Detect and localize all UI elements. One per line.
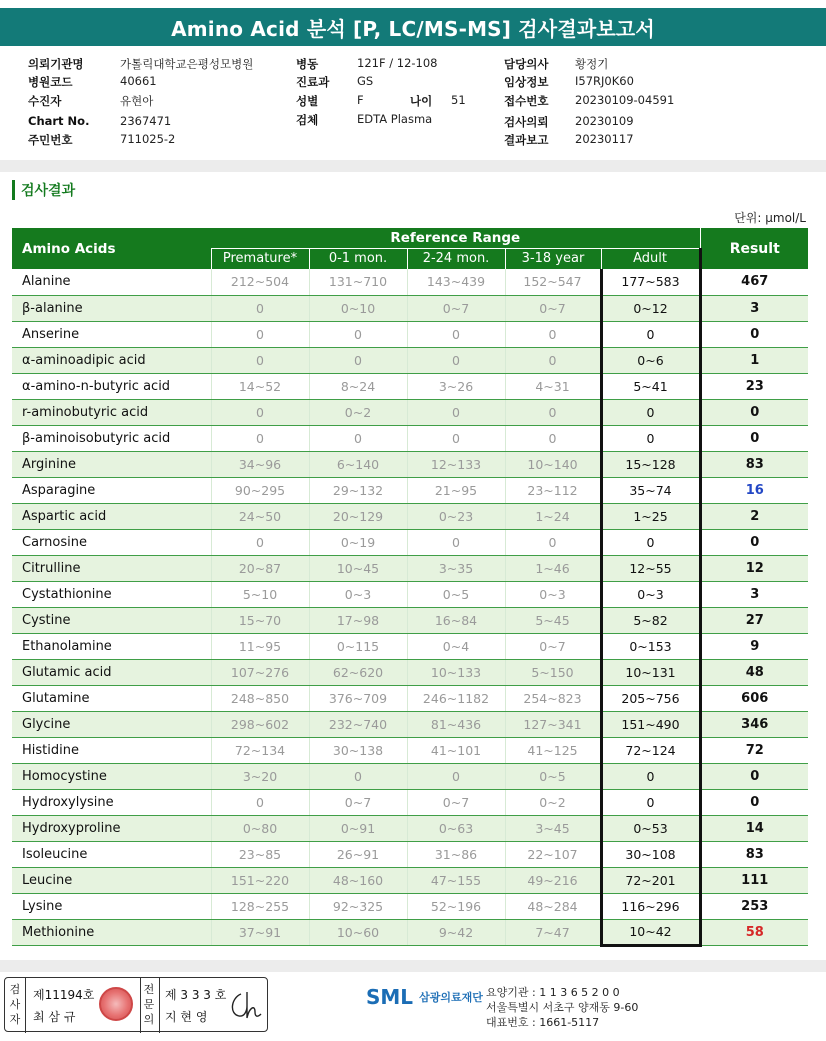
- reference-range-cell: 0~115: [309, 633, 407, 659]
- reference-range-cell: 248~850: [211, 685, 309, 711]
- reference-range-cell: 0: [309, 763, 407, 789]
- reference-range-cell: 0~2: [309, 399, 407, 425]
- amino-acid-name: Alanine: [12, 269, 211, 295]
- reference-range-cell: 5~10: [211, 581, 309, 607]
- reference-range-cell: 92~325: [309, 893, 407, 919]
- reference-range-cell: 3~45: [505, 815, 601, 841]
- result-value: 72: [700, 737, 808, 763]
- expert-name: 지 현 영: [165, 1010, 208, 1024]
- result-value: 3: [700, 581, 808, 607]
- reference-range-cell: 0: [211, 789, 309, 815]
- subheader-range-1: 0-1 mon.: [309, 248, 407, 269]
- header-reference-range: Reference Range: [211, 228, 700, 248]
- reference-range-cell: 254~823: [505, 685, 601, 711]
- divider: [159, 978, 160, 1033]
- address-line: 대표번호 : 1661-5117: [486, 1016, 600, 1029]
- info-value: 711025-2: [120, 132, 176, 146]
- reference-range-cell: 152~547: [505, 269, 601, 295]
- reference-range-cell: 7~47: [505, 919, 601, 945]
- amino-acid-name: Citrulline: [12, 555, 211, 581]
- reference-range-cell: 4~31: [505, 373, 601, 399]
- table-row: [12, 867, 808, 893]
- info-label: 수진자: [28, 94, 62, 108]
- reference-range-cell: 22~107: [505, 841, 601, 867]
- amino-acid-name: β-aminoisobutyric acid: [12, 425, 211, 451]
- result-value: 0: [700, 425, 808, 451]
- reference-range-cell: 10~133: [407, 659, 505, 685]
- report-title: Amino Acid 분석 [P, LC/MS-MS] 검사결과보고서: [0, 8, 826, 46]
- reference-range-cell: 16~84: [407, 607, 505, 633]
- adult-range-cell: 15~128: [601, 451, 700, 477]
- table-row: [12, 659, 808, 685]
- adult-range-cell: 0: [601, 529, 700, 555]
- subheader-range-2: 2-24 mon.: [407, 248, 505, 269]
- result-value: 83: [700, 451, 808, 477]
- reference-range-cell: 0: [505, 321, 601, 347]
- adult-range-cell: 1~25: [601, 503, 700, 529]
- age-label: 나이: [410, 94, 433, 108]
- table-row: [12, 893, 808, 919]
- reference-range-cell: 0: [505, 425, 601, 451]
- result-value: 3: [700, 295, 808, 321]
- divider: [25, 978, 26, 1033]
- reference-range-cell: 128~255: [211, 893, 309, 919]
- reference-range-cell: 0: [407, 347, 505, 373]
- info-label: Chart No.: [28, 114, 90, 128]
- reference-range-cell: 10~140: [505, 451, 601, 477]
- result-value: 23: [700, 373, 808, 399]
- info-label: 진료과: [296, 75, 330, 89]
- reference-range-cell: 41~101: [407, 737, 505, 763]
- address-line: 서울특별시 서초구 양재동 9-60: [486, 1001, 639, 1014]
- reference-range-cell: 143~439: [407, 269, 505, 295]
- amino-acid-name: r-aminobutyric acid: [12, 399, 211, 425]
- reference-range-cell: 151~220: [211, 867, 309, 893]
- reference-range-cell: 3~26: [407, 373, 505, 399]
- amino-acid-name: Anserine: [12, 321, 211, 347]
- result-value: 0: [700, 321, 808, 347]
- reference-range-cell: 21~95: [407, 477, 505, 503]
- adult-range-cell: 0: [601, 399, 700, 425]
- info-value: F: [357, 93, 364, 107]
- info-value: 20230117: [575, 132, 634, 146]
- info-label: 결과보고: [504, 133, 549, 147]
- reference-range-cell: 107~276: [211, 659, 309, 685]
- result-value: 1: [700, 347, 808, 373]
- info-label: 성별: [296, 94, 319, 108]
- table-row: [12, 763, 808, 789]
- adult-range-cell: 72~124: [601, 737, 700, 763]
- info-value: 2367471: [120, 114, 172, 128]
- divider: [140, 978, 141, 1033]
- info-label: 담당의사: [504, 57, 549, 71]
- adult-range-cell: 177~583: [601, 269, 700, 295]
- result-value: 111: [700, 867, 808, 893]
- adult-range-cell: 5~41: [601, 373, 700, 399]
- result-value: 9: [700, 633, 808, 659]
- reference-range-cell: 23~85: [211, 841, 309, 867]
- reference-range-cell: 30~138: [309, 737, 407, 763]
- reference-range-cell: 34~96: [211, 451, 309, 477]
- reference-range-cell: 0~23: [407, 503, 505, 529]
- subheader-range-3: 3-18 year: [505, 248, 601, 269]
- result-value: 253: [700, 893, 808, 919]
- reference-range-cell: 72~134: [211, 737, 309, 763]
- section-header: [12, 180, 75, 200]
- result-value: 16: [700, 477, 808, 503]
- info-label: 검사의뢰: [504, 115, 549, 129]
- age-value: 51: [451, 93, 466, 107]
- patient-info: [0, 54, 826, 154]
- reference-range-cell: 0~3: [505, 581, 601, 607]
- info-label: 임상정보: [504, 75, 549, 89]
- table-row: [12, 633, 808, 659]
- adult-range-cell: 0: [601, 763, 700, 789]
- result-value: 346: [700, 711, 808, 737]
- reference-range-cell: 20~87: [211, 555, 309, 581]
- amino-acid-name: Aspartic acid: [12, 503, 211, 529]
- reference-range-cell: 0: [211, 529, 309, 555]
- reference-range-cell: 17~98: [309, 607, 407, 633]
- adult-range-cell: 0~53: [601, 815, 700, 841]
- table-row: [12, 425, 808, 451]
- amino-acid-name: Histidine: [12, 737, 211, 763]
- adult-range-cell: 0~12: [601, 295, 700, 321]
- reference-range-cell: 15~70: [211, 607, 309, 633]
- result-value: 2: [700, 503, 808, 529]
- info-value: 20230109-04591: [575, 93, 675, 107]
- reference-range-cell: 0~10: [309, 295, 407, 321]
- table-row: [12, 451, 808, 477]
- reference-range-cell: 0: [211, 425, 309, 451]
- reference-range-cell: 3~20: [211, 763, 309, 789]
- subheader-adult: Adult: [601, 248, 700, 269]
- reference-range-cell: 0: [407, 763, 505, 789]
- amino-acid-name: Lysine: [12, 893, 211, 919]
- adult-range-cell: 72~201: [601, 867, 700, 893]
- adult-range-cell: 205~756: [601, 685, 700, 711]
- reference-range-cell: 0: [505, 399, 601, 425]
- company-address: [486, 985, 638, 1030]
- reference-range-cell: 10~60: [309, 919, 407, 945]
- amino-acid-name: Leucine: [12, 867, 211, 893]
- info-value: 유현아: [120, 94, 154, 108]
- amino-acid-name: β-alanine: [12, 295, 211, 321]
- amino-acid-name: Ethanolamine: [12, 633, 211, 659]
- footer-divider: [0, 960, 826, 972]
- expert-license: 제 3 3 3 호: [165, 988, 227, 1002]
- reference-range-cell: 0~5: [407, 581, 505, 607]
- header-amino-acids: Amino Acids: [12, 228, 211, 269]
- reference-range-cell: 5~150: [505, 659, 601, 685]
- reference-range-cell: 14~52: [211, 373, 309, 399]
- results-table: [12, 228, 808, 947]
- reference-range-cell: 0~5: [505, 763, 601, 789]
- reference-range-cell: 24~50: [211, 503, 309, 529]
- info-divider: [0, 160, 826, 172]
- signature-box: [4, 977, 268, 1032]
- info-label: 병동: [296, 57, 319, 71]
- info-value: EDTA Plasma: [357, 112, 433, 126]
- amino-acid-name: Glutamic acid: [12, 659, 211, 685]
- result-value: 58: [700, 919, 808, 945]
- table-row: [12, 399, 808, 425]
- info-label: 접수번호: [504, 94, 549, 108]
- table-row: [12, 347, 808, 373]
- reference-range-cell: 29~132: [309, 477, 407, 503]
- reference-range-cell: 376~709: [309, 685, 407, 711]
- reference-range-cell: 0: [505, 347, 601, 373]
- reference-range-cell: 49~216: [505, 867, 601, 893]
- reference-range-cell: 23~112: [505, 477, 601, 503]
- amino-acid-name: Arginine: [12, 451, 211, 477]
- tester-label: 검 사 자: [9, 983, 21, 1026]
- table-row: [12, 295, 808, 321]
- table-row: [12, 555, 808, 581]
- table-row: [12, 789, 808, 815]
- table-row: [12, 269, 808, 295]
- result-value: 0: [700, 789, 808, 815]
- table-row: [12, 607, 808, 633]
- reference-range-cell: 10~45: [309, 555, 407, 581]
- subheader-range-0: Premature*: [211, 248, 309, 269]
- reference-range-cell: 37~91: [211, 919, 309, 945]
- amino-acid-name: Cystathionine: [12, 581, 211, 607]
- logo-name: 삼광의료재단: [419, 991, 483, 1004]
- amino-acid-name: α-amino-n-butyric acid: [12, 373, 211, 399]
- reference-range-cell: 1~46: [505, 555, 601, 581]
- company-logo: [366, 985, 483, 1009]
- signature-mark: [227, 988, 263, 1022]
- reference-range-cell: 298~602: [211, 711, 309, 737]
- reference-range-cell: 0~7: [309, 789, 407, 815]
- unit-label: 단위: μmol/L: [734, 211, 806, 225]
- amino-acid-name: Carnosine: [12, 529, 211, 555]
- reference-range-cell: 0~2: [505, 789, 601, 815]
- reference-range-cell: 1~24: [505, 503, 601, 529]
- section-title: 검사결과: [21, 183, 76, 199]
- result-value: 12: [700, 555, 808, 581]
- adult-range-cell: 0: [601, 425, 700, 451]
- result-value: 606: [700, 685, 808, 711]
- reference-range-cell: 48~284: [505, 893, 601, 919]
- amino-acid-name: Asparagine: [12, 477, 211, 503]
- reference-range-cell: 0~80: [211, 815, 309, 841]
- reference-range-cell: 0~63: [407, 815, 505, 841]
- tester-license: 제11194호: [33, 988, 95, 1002]
- table-row: [12, 919, 808, 945]
- info-label: 병원코드: [28, 75, 73, 89]
- info-value: I57RJ0K60: [575, 74, 634, 88]
- logo-mark: SML: [366, 985, 414, 1009]
- reference-range-cell: 47~155: [407, 867, 505, 893]
- reference-range-cell: 0: [211, 321, 309, 347]
- reference-range-cell: 246~1182: [407, 685, 505, 711]
- result-value: 14: [700, 815, 808, 841]
- reference-range-cell: 0: [211, 295, 309, 321]
- table-row: [12, 581, 808, 607]
- seal-stamp: [99, 987, 133, 1021]
- reference-range-cell: 11~95: [211, 633, 309, 659]
- info-value: 40661: [120, 74, 157, 88]
- adult-range-cell: 0~153: [601, 633, 700, 659]
- tester-name: 최 삼 규: [33, 1010, 76, 1024]
- info-value: 황정기: [575, 57, 609, 71]
- reference-range-cell: 0~3: [309, 581, 407, 607]
- reference-range-cell: 3~35: [407, 555, 505, 581]
- address-line: 요양기관 : 1 1 3 6 5 2 0 0: [486, 986, 620, 999]
- table-row: [12, 815, 808, 841]
- reference-range-cell: 26~91: [309, 841, 407, 867]
- reference-range-cell: 5~45: [505, 607, 601, 633]
- reference-range-cell: 0: [407, 321, 505, 347]
- reference-range-cell: 131~710: [309, 269, 407, 295]
- info-value: 20230109: [575, 114, 634, 128]
- expert-label: 전 문 의: [143, 983, 155, 1026]
- reference-range-cell: 0~19: [309, 529, 407, 555]
- reference-range-cell: 0~7: [407, 295, 505, 321]
- result-value: 0: [700, 529, 808, 555]
- adult-range-cell: 10~131: [601, 659, 700, 685]
- reference-range-cell: 0: [211, 347, 309, 373]
- result-value: 83: [700, 841, 808, 867]
- reference-range-cell: 0: [309, 321, 407, 347]
- table-row: [12, 841, 808, 867]
- amino-acid-name: Glutamine: [12, 685, 211, 711]
- info-value: 121F / 12-108: [357, 56, 438, 70]
- amino-acid-name: Hydroxyproline: [12, 815, 211, 841]
- reference-range-cell: 41~125: [505, 737, 601, 763]
- adult-range-cell: 30~108: [601, 841, 700, 867]
- adult-range-cell: 5~82: [601, 607, 700, 633]
- result-value: 48: [700, 659, 808, 685]
- info-label: 주민번호: [28, 133, 73, 147]
- reference-range-cell: 48~160: [309, 867, 407, 893]
- reference-range-cell: 0: [309, 347, 407, 373]
- reference-range-cell: 0: [505, 529, 601, 555]
- result-value: 467: [700, 269, 808, 295]
- adult-range-cell: 151~490: [601, 711, 700, 737]
- table-row: [12, 711, 808, 737]
- reference-range-cell: 0~7: [407, 789, 505, 815]
- adult-range-cell: 35~74: [601, 477, 700, 503]
- adult-range-cell: 0: [601, 321, 700, 347]
- amino-acid-name: Hydroxylysine: [12, 789, 211, 815]
- info-label: 검체: [296, 113, 319, 127]
- reference-range-cell: 9~42: [407, 919, 505, 945]
- adult-range-cell: 12~55: [601, 555, 700, 581]
- result-value: 27: [700, 607, 808, 633]
- amino-acid-name: Homocystine: [12, 763, 211, 789]
- adult-range-cell: 0: [601, 789, 700, 815]
- result-value: 0: [700, 399, 808, 425]
- reference-range-cell: 0: [211, 399, 309, 425]
- reference-range-cell: 0~4: [407, 633, 505, 659]
- reference-range-cell: 90~295: [211, 477, 309, 503]
- reference-range-cell: 0~91: [309, 815, 407, 841]
- table-row: [12, 529, 808, 555]
- reference-range-cell: 6~140: [309, 451, 407, 477]
- amino-acid-name: α-aminoadipic acid: [12, 347, 211, 373]
- reference-range-cell: 20~129: [309, 503, 407, 529]
- reference-range-cell: 212~504: [211, 269, 309, 295]
- reference-range-cell: 52~196: [407, 893, 505, 919]
- reference-range-cell: 8~24: [309, 373, 407, 399]
- amino-acid-name: Methionine: [12, 919, 211, 945]
- table-row: [12, 503, 808, 529]
- reference-range-cell: 0: [309, 425, 407, 451]
- reference-range-cell: 81~436: [407, 711, 505, 737]
- info-label: 의뢰기관명: [28, 57, 84, 71]
- table-row: [12, 321, 808, 347]
- section-bar: [12, 180, 15, 200]
- reference-range-cell: 12~133: [407, 451, 505, 477]
- reference-range-cell: 232~740: [309, 711, 407, 737]
- info-value: GS: [357, 74, 374, 88]
- reference-range-cell: 0~7: [505, 633, 601, 659]
- adult-range-cell: 116~296: [601, 893, 700, 919]
- reference-range-cell: 0~7: [505, 295, 601, 321]
- reference-range-cell: 62~620: [309, 659, 407, 685]
- reference-range-cell: 31~86: [407, 841, 505, 867]
- reference-range-cell: 0: [407, 399, 505, 425]
- table-row: [12, 373, 808, 399]
- adult-range-cell: 0~6: [601, 347, 700, 373]
- table-row: [12, 477, 808, 503]
- table-row: [12, 685, 808, 711]
- info-value: 가톨릭대학교은평성모병원: [120, 57, 254, 71]
- amino-acid-name: Glycine: [12, 711, 211, 737]
- adult-range-cell: 10~42: [601, 919, 700, 945]
- adult-range-cell: 0~3: [601, 581, 700, 607]
- reference-range-cell: 127~341: [505, 711, 601, 737]
- reference-range-cell: 0: [407, 425, 505, 451]
- result-value: 0: [700, 763, 808, 789]
- header-result: Result: [700, 228, 808, 269]
- table-row: [12, 737, 808, 763]
- amino-acid-name: Cystine: [12, 607, 211, 633]
- amino-acid-name: Isoleucine: [12, 841, 211, 867]
- reference-range-cell: 0: [407, 529, 505, 555]
